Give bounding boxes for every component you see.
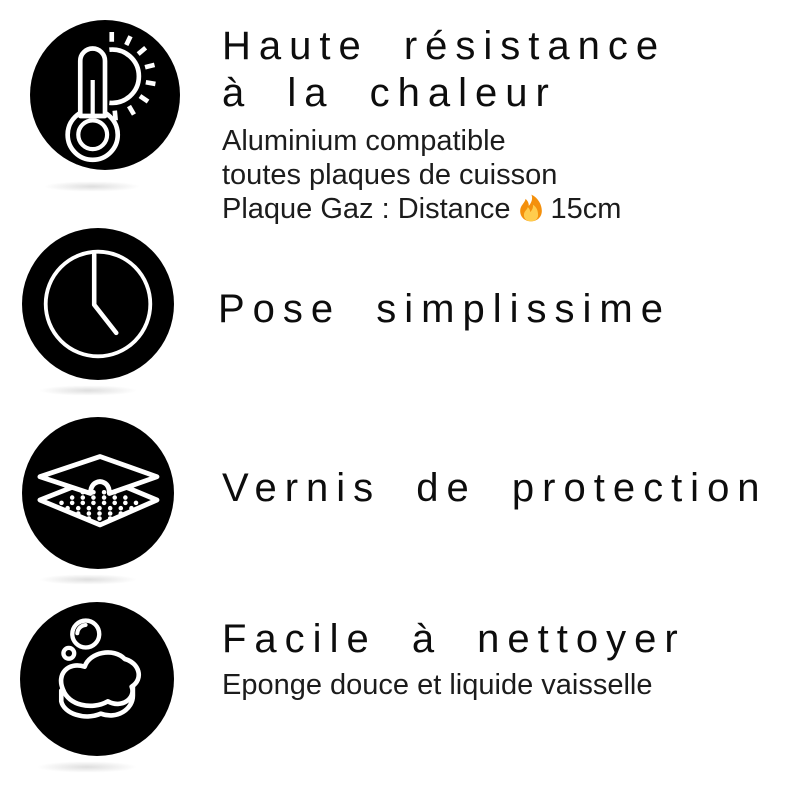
heat-desc-line3-after: 15cm [550,193,622,225]
heat-desc-line1: Aluminium compatible [222,125,506,157]
vernis-title: Vernis de protection [222,466,768,510]
sponge-icon [20,602,174,756]
flame-icon [516,193,546,223]
pose-title: Pose simplissime [218,287,671,331]
circle-shadow [37,385,139,396]
feature-pose-text [218,286,671,333]
heat-desc-line2: toutes plaques de cuisson [222,159,558,191]
feature-heat-text [222,23,666,226]
heat-icon-circle [30,20,180,170]
circle-shadow [37,574,139,585]
clean-title: Facile à nettoyer [222,617,686,661]
pose-icon-circle [22,228,174,380]
heat-desc-line3 [222,192,666,226]
heat-title-line1: Haute résistance [222,24,667,68]
clock-icon [22,228,174,380]
feature-clean-text [222,616,686,702]
vernis-icon-circle [22,417,174,569]
circle-shadow [42,181,142,192]
heat-title-line2: à la chaleur [222,71,557,115]
clean-desc-line1: Eponge douce et liquide vaisselle [222,669,653,701]
clean-icon-circle [20,602,174,756]
thermometer-sun-icon [30,20,180,170]
feature-vernis-text [222,465,768,512]
layers-icon [22,417,174,569]
heat-desc-line3-before: Plaque Gaz : Distance [222,193,511,225]
circle-shadow [35,761,139,773]
